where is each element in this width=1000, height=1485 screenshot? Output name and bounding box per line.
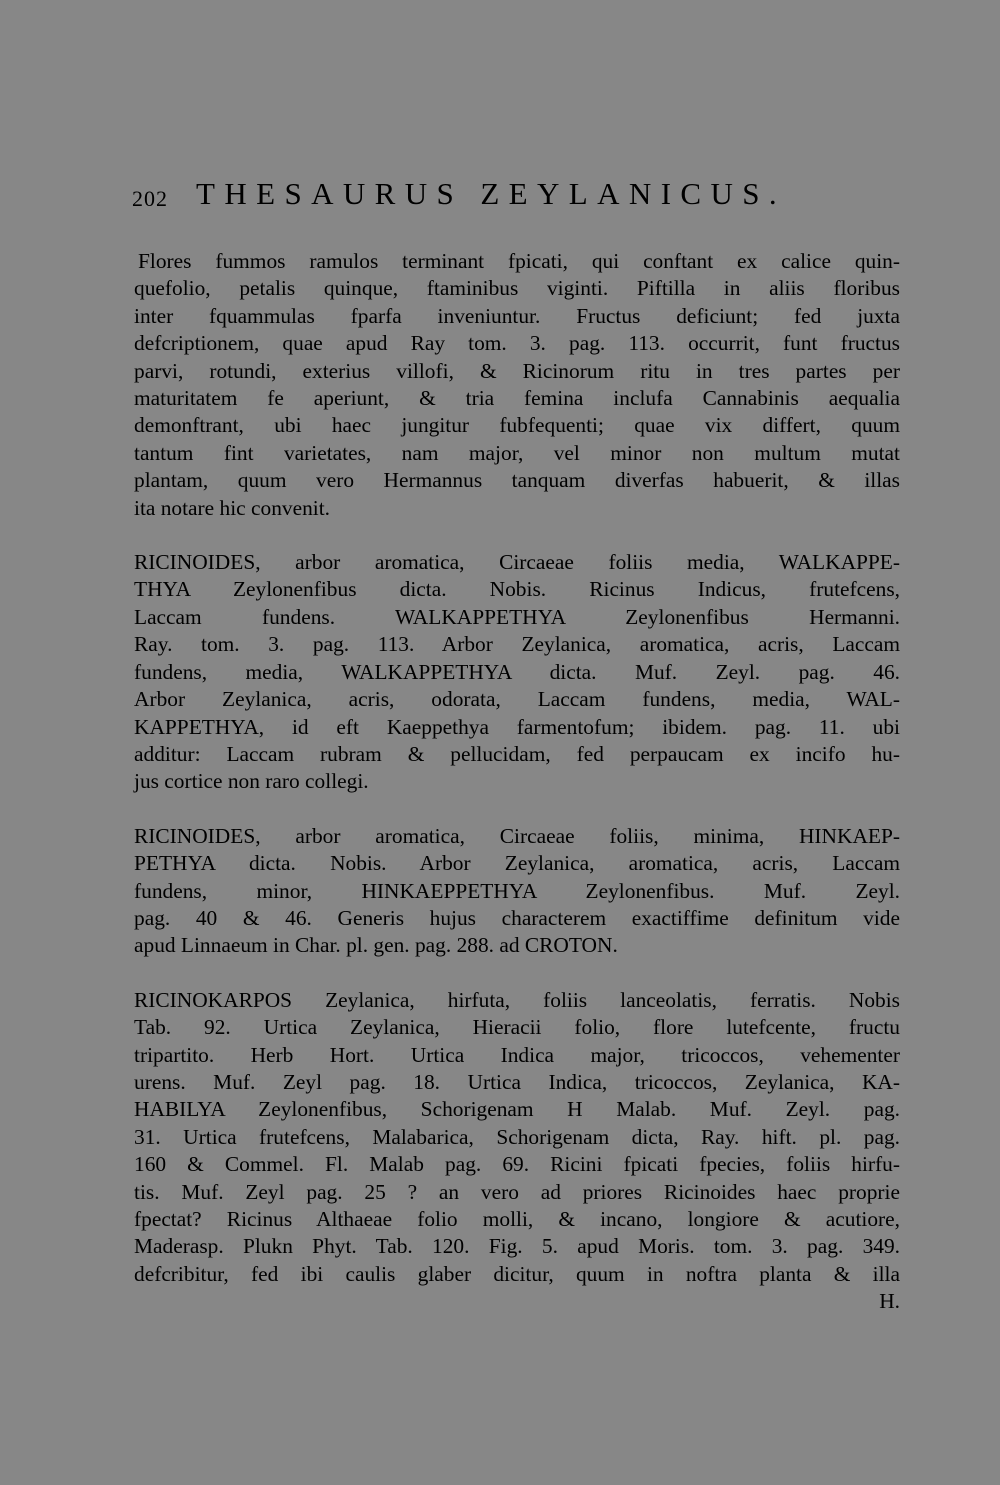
paragraph-ricinoides-walkappethya xyxy=(134,549,900,796)
text-line: fundens, media, WALKAPPETHYA dicta. Muf. Zeyl. pag. 46. xyxy=(134,659,900,684)
text-line: jus cortice non raro collegi. xyxy=(134,769,369,794)
paragraph-ricinoides-hinkaeppethya xyxy=(134,823,900,960)
text-line: urens. Muf. Zeyl pag. 18. Urtica Indica, tricoccos, Zeylanica, KA- xyxy=(134,1069,900,1094)
text-line: HABILYA Zeylonenfibus, Schorigenam H Malab. Muf. Zeyl. pag. xyxy=(134,1097,900,1122)
paragraph-ricinokarpos xyxy=(134,987,900,1316)
text-line: Ray. tom. 3. pag. 113. Arbor Zeylanica, aromatica, acris, Laccam xyxy=(134,632,900,657)
paragraph-flores xyxy=(134,248,900,522)
text-line: 160 & Commel. Fl. Malab pag. 69. Ricini fpicati fpecies, foliis hirfu- xyxy=(134,1152,900,1177)
text-line: PETHYA dicta. Nobis. Arbor Zeylanica, aromatica, acris, Laccam xyxy=(134,851,900,876)
text-line: RICINOKARPOS Zeylanica, hirfuta, foliis lanceolatis, ferratis. Nobis xyxy=(134,987,900,1012)
text-line: Flores fummos ramulos terminant fpicati, qui conftant ex calice quin- xyxy=(138,249,900,273)
text-line: tantum fint varietates, nam major, vel minor non multum mutat xyxy=(134,440,900,465)
text-line: quefolio, petalis quinque, ftaminibus viginti. Piftilla in aliis floribus xyxy=(134,276,900,301)
text-line: RICINOIDES, arbor aromatica, Circaeae foliis, minima, HINKAEP- xyxy=(134,823,900,848)
text-line: tripartito. Herb Hort. Urtica Indica major, tricoccos, vehementer xyxy=(134,1042,900,1067)
text-line: Laccam fundens. WALKAPPETHYA Zeylonenfibus Hermanni. xyxy=(134,604,900,629)
catchword: H. xyxy=(879,1289,900,1314)
text-line: 31. Urtica frutefcens, Malabarica, Schorigenam dicta, Ray. hift. pl. pag. xyxy=(134,1124,900,1149)
page-body xyxy=(134,248,900,1343)
text-line: apud Linnaeum in Char. pl. gen. pag. 288. ad CROTON. xyxy=(134,933,618,958)
text-line: fpectat? Ricinus Althaeae folio molli, & incano, longiore & acutiore, xyxy=(134,1207,900,1231)
text-line: defcriptionem, quae apud Ray tom. 3. pag. 113. occurrit, funt fructus xyxy=(134,331,900,356)
text-line: maturitatem fe aperiunt, & tria femina inclufa Cannabinis aequalia xyxy=(134,386,900,411)
text-line: Arbor Zeylanica, acris, odorata, Laccam fundens, media, WAL- xyxy=(134,687,900,712)
text-line: Tab. 92. Urtica Zeylanica, Hieracii folio, flore lutefcente, fructu xyxy=(134,1015,900,1040)
text-line: THYA Zeylonenfibus dicta. Nobis. Ricinus Indicus, frutefcens, xyxy=(134,577,900,602)
text-line: inter fquammulas fparfa inveniuntur. Fructus deficiunt; fed juxta xyxy=(134,303,900,328)
text-line: plantam, quum vero Hermannus tanquam diverfas habuerit, & illas xyxy=(134,468,900,493)
text-line: defcribitur, fed ibi caulis glaber dicitur, quum in noftra planta & illa xyxy=(134,1261,900,1286)
text-line: ita notare hic convenit. xyxy=(134,495,331,520)
text-line: pag. 40 & 46. Generis hujus characterem exactiffime definitum vide xyxy=(134,905,900,930)
page-number: 202 xyxy=(132,186,168,211)
text-line: KAPPETHYA, id eft Kaeppethya farmentofum; ibidem. pag. 11. ubi xyxy=(134,714,900,739)
text-line: parvi, rotundi, exterius villofi, & Ricinorum ritu in tres partes per xyxy=(134,358,900,383)
text-line: fundens, minor, HINKAEPPETHYA Zeylonenfibus. Muf. Zeyl. xyxy=(134,878,900,903)
text-line: additur: Laccam rubram & pellucidam, fed perpaucam ex incifo hu- xyxy=(134,741,900,766)
running-title: THESAURUS ZEYLANICUS. xyxy=(196,176,787,211)
text-line: demonftrant, ubi haec jungitur fubfequenti; quae vix differt, quum xyxy=(134,413,900,438)
text-line: tis. Muf. Zeyl pag. 25 ? an vero ad priores Ricinoides haec proprie xyxy=(134,1179,900,1204)
text-line: Maderasp. Plukn Phyt. Tab. 120. Fig. 5. apud Moris. tom. 3. pag. 349. xyxy=(134,1234,900,1259)
text-line: RICINOIDES, arbor aromatica, Circaeae foliis media, WALKAPPE- xyxy=(134,550,900,575)
